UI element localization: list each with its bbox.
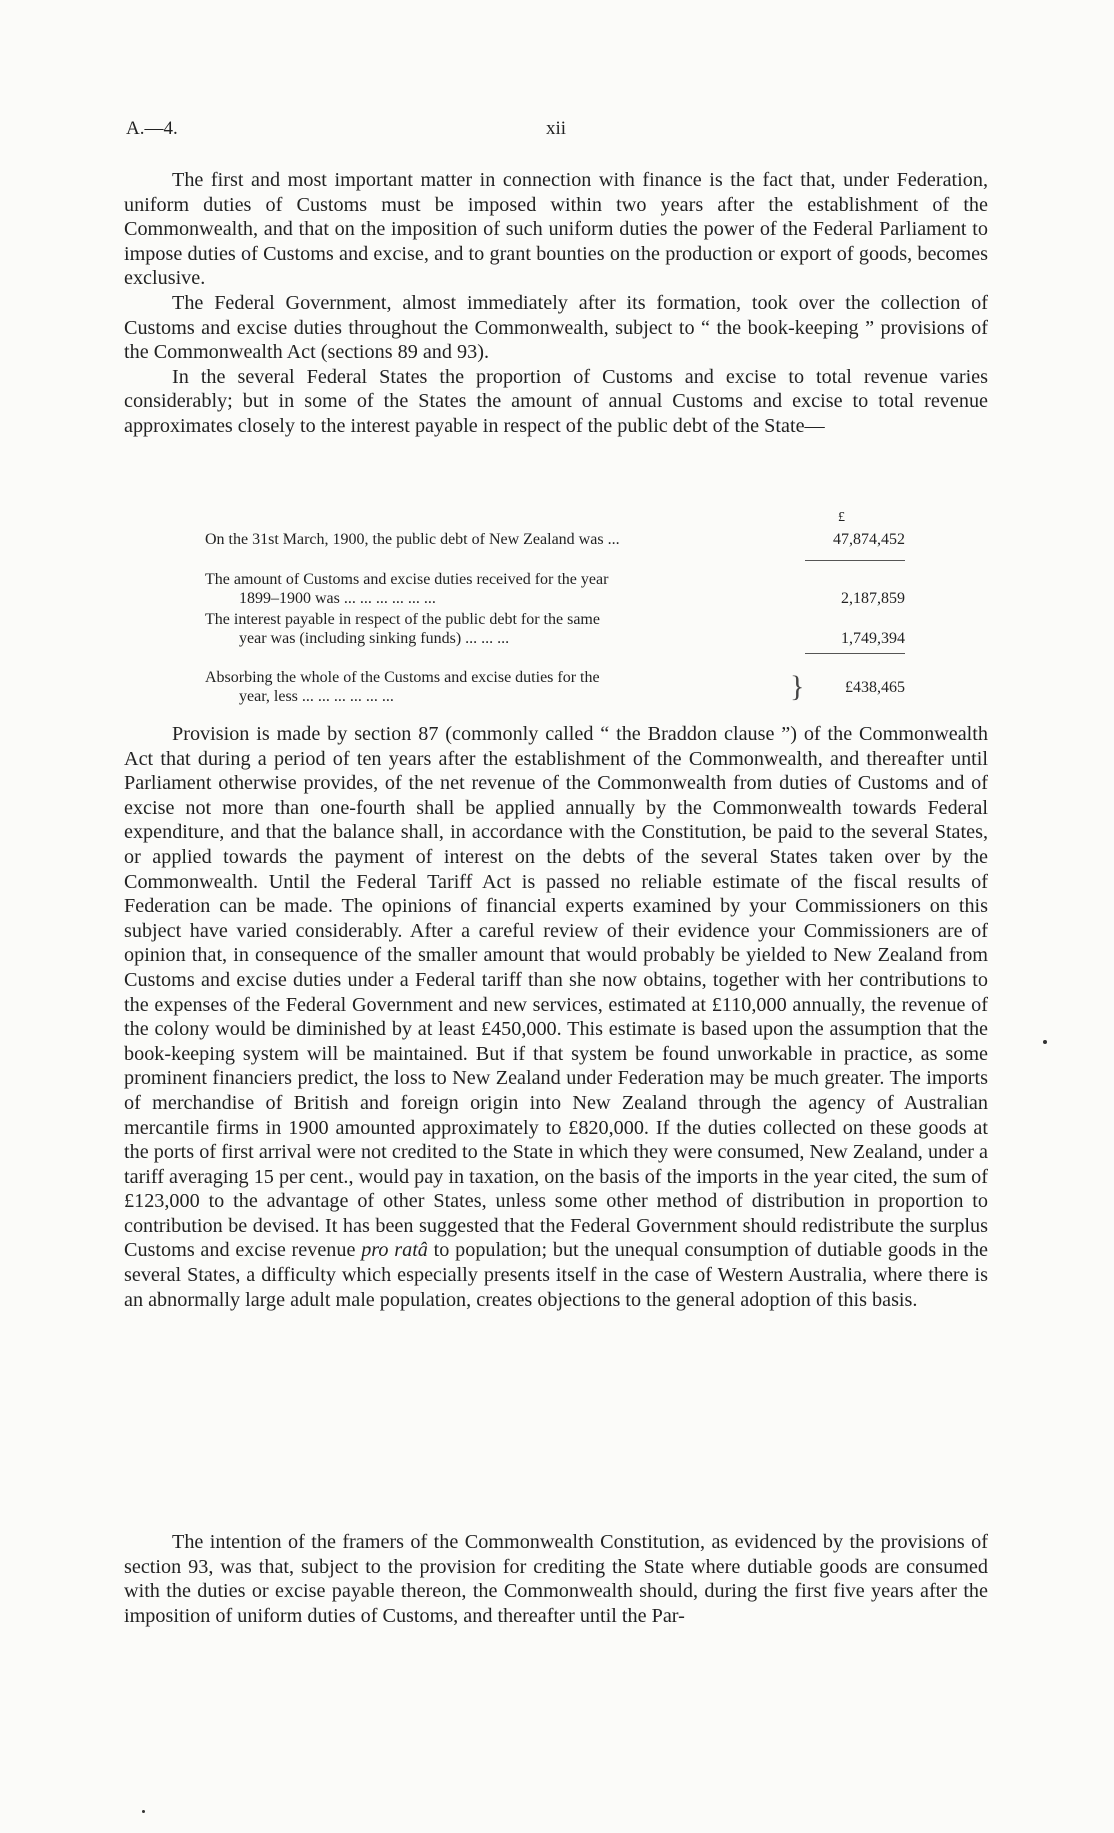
debt-value: 47,874,452 [833,531,905,548]
document-reference: A.—4. [126,118,178,139]
rule-1 [805,560,905,561]
paragraph-proportion: In the several Federal States the proportion of Customs and excise to total revenue varies considerably; but in some of the States the amount of annual Customs and excise to total revenue approximates closely to the interest payable in respect of the public debt of the State— [124,365,988,437]
body-text-bottom [124,1530,988,1628]
scan-speck [1043,1040,1047,1044]
paragraph-commonwealth-intention: The intention of the framers of the Commonwealth Constitution, as evidenced by the provisions of section 93, was that, subject to the provision for crediting the State where dutiable goods are consumed with the duties or excise payable thereon, the Commonwealth should, during the first five years after the imposition of uniform duties of Customs, and thereafter until the Par- [124,1531,988,1627]
interest-label-line2: year was (including sinking funds) ... ... ... [239,630,510,647]
debt-label: On the 31st March, 1900, the public debt of New Zealand was ... [205,531,620,548]
customs-label-line1: The amount of Customs and excise duties received for the year [205,571,609,588]
rule-2 [805,653,905,654]
interest-value: 1,749,394 [841,630,905,647]
customs-value: 2,187,859 [841,590,905,607]
customs-label-line2: 1899–1900 was ... ... ... ... ... ... [239,590,436,607]
body-text-middle [124,722,988,1312]
scan-speck [142,1810,145,1813]
interest-label-line1: The interest payable in respect of the public debt for the same [205,611,600,628]
absorb-label-line1: Absorbing the whole of the Customs and excise duties for the [205,669,600,686]
body-text-top [124,168,988,439]
pro-rata-italic: pro ratâ [361,1239,428,1262]
page-header [126,118,986,148]
paragraph-braddon-clause: Provision is made by section 87 (commonly called “ the Braddon clause ”) of the Commonwealth Act that during a period of ten years after the establishment of the Commonwealth, and thereafter until Parliament otherwise provides, of the net revenue of the Commonwealth from duties of Customs and of excise not more than one-fourth shall be applied annually by the Commonwealth towards Federal expenditure, and that the balance shall, in accordance with the Constitution, be paid to the several States, or applied towards the payment of interest on the debts of the several States taken over by the Commonwealth. Until the Federal Tariff Act is passed no reliable estimate of the fiscal results of Federation can be made. The opinions of financial experts examined by your Commissioners on this subject have varied considerably. After a careful review of their evidence your Commissioners are of opinion that, in consequence of the smaller amount that would probably be yielded to New Zealand from Customs and excise duties under a Federal tariff than she now obtains, together with her contributions to the expenses of the Federal Government and new services, estimated at £110,000 annually, the revenue of the colony would be diminished by at least £450,000. This estimate is based upon the assumption that the book-keeping system will be maintained. But if that system be found unworkable in practice, as some prominent financiers predict, the loss to New Zealand under Federation may be much greater. The imports of merchandise of British and foreign origin into New Zealand through the agency of Australian mercantile firms in 1900 amounted approximately to £820,000. If the duties collected on these goods at the ports of first arrival were not credited to the State in which they were consumed, New Zealand, under a tariff averaging 15 per cent., would pay in taxation, on the basis of the imports in the year cited, the sum of £123,000 to the advantage of other States, unless some other method of distribution in proportion to contribution be devised. It has been suggested that the Federal Government should redistribute the surplus Customs and excise revenue pro ratâ to population; but the unequal consumption of dutiable goods in the several States, a difficulty which especially presents itself in the case of Western Australia, where there is an abnormally large adult male population, creates objections to the general adoption of this basis. [124,723,989,1311]
page-number: xii [546,118,567,139]
absorb-label-line2: year, less ... ... ... ... ... ... [239,688,394,705]
paragraph-collection: The Federal Government, almost immediately after its formation, took over the collection of Customs and excise duties throughout the Commonwealth, subject to “ the book-keeping ” provisions of the Commonwealth Act (sections 89 and 93). [124,291,988,364]
paragraph-uniform-duties: The first and most important matter in connection with finance is the fact that, under Federation, uniform duties of Customs must be imposed within two years after the establishment of the Commonwealth, and that on the imposition of such uniform duties the power of the Federal Parliament to impose duties of Customs and excise, and to grant bounties on the production or export of goods, becomes exclusive. [124,169,988,290]
brace-icon: } [790,670,805,703]
currency-symbol: £ [838,510,845,525]
absorb-value: £438,465 [845,679,905,696]
